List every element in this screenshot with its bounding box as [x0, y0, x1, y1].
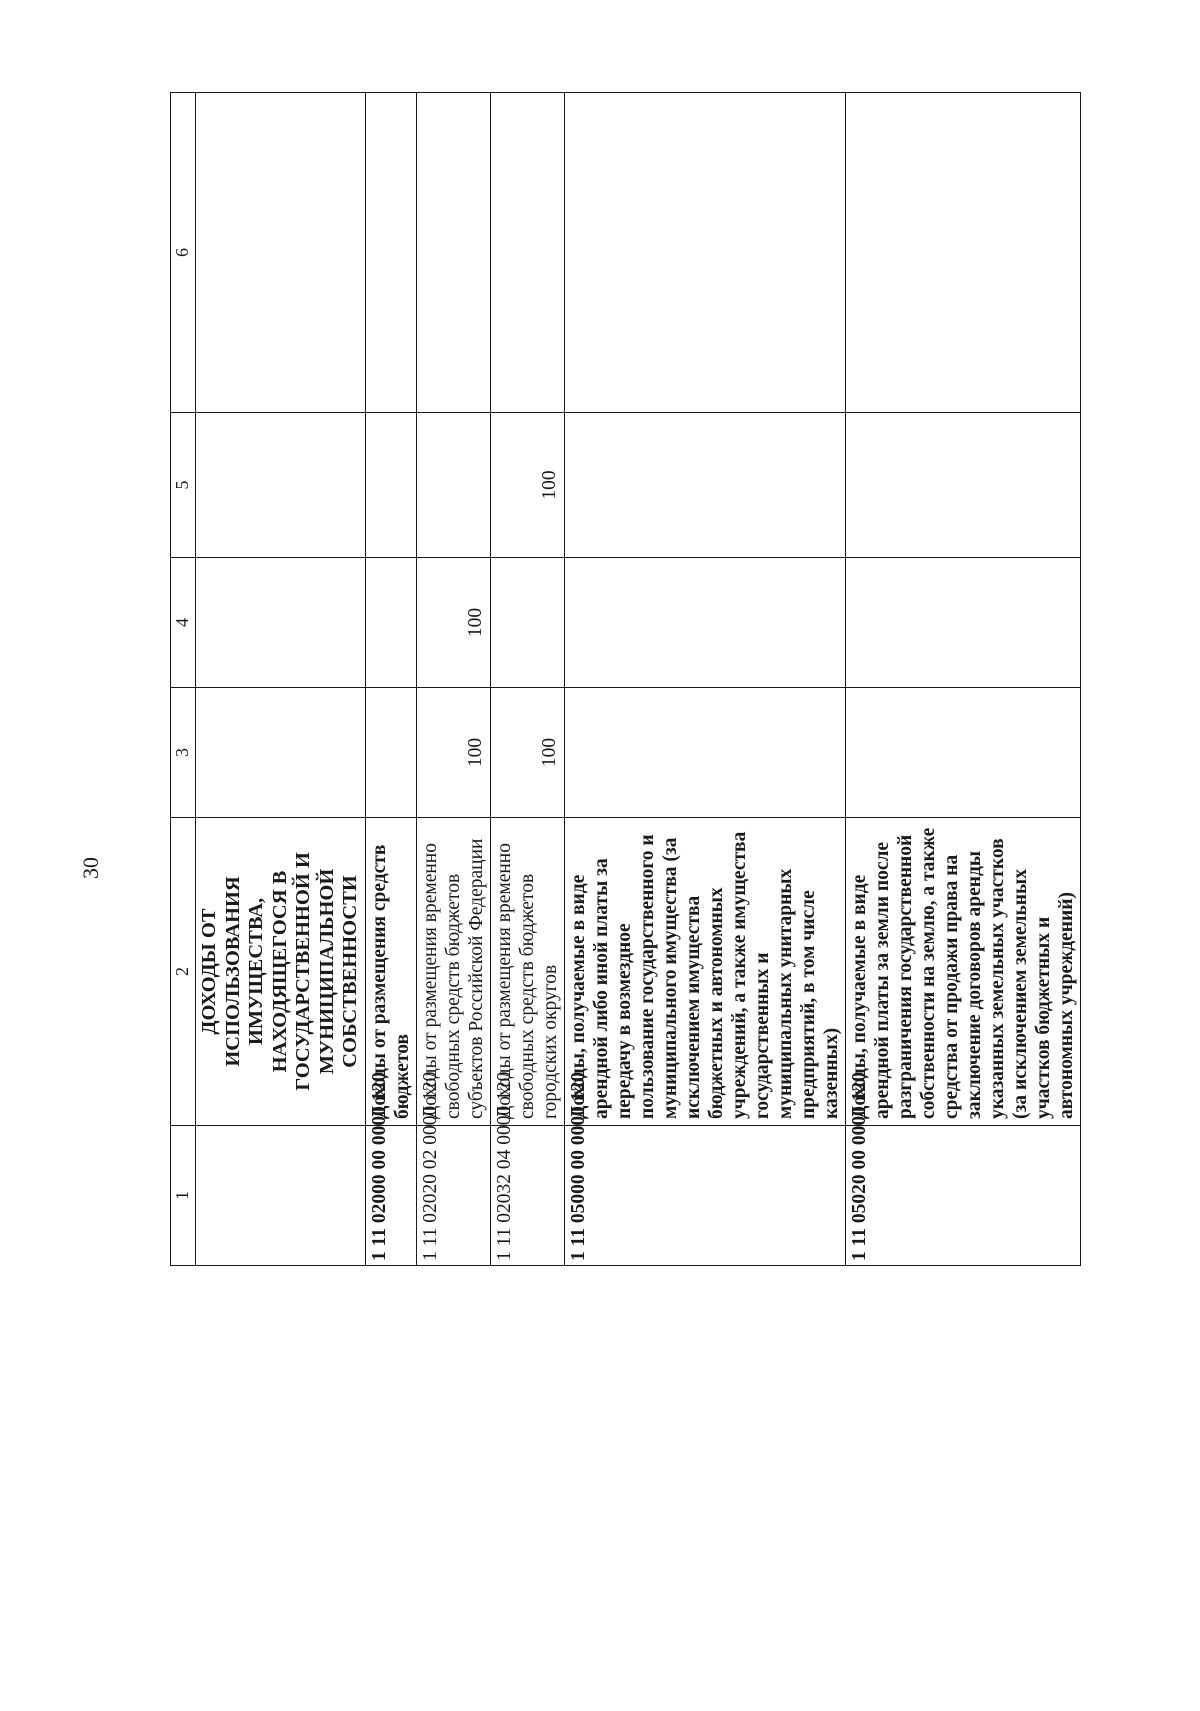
value-col-4	[196, 558, 366, 688]
header-col-6: 6	[171, 93, 196, 413]
value-col-3: 100	[416, 688, 490, 818]
value-col-6	[416, 93, 490, 413]
header-col-3: 3	[171, 688, 196, 818]
section-title: ДОХОДЫ ОТ ИСПОЛЬЗОВАНИЯ ИМУЩЕСТВА, НАХОДЯЩЕГОСЯ В ГОСУДАРСТВЕННОЙ И МУНИЦИПАЛЬНОЙ СОБСТВЕННОСТИ	[196, 818, 366, 1126]
row-code	[196, 1126, 366, 1266]
value-col-4: 100	[416, 558, 490, 688]
header-col-1: 1	[171, 1126, 196, 1266]
value-col-6	[490, 93, 564, 413]
value-col-3	[845, 688, 1080, 818]
value-col-4	[490, 558, 564, 688]
value-col-5	[416, 413, 490, 558]
value-col-5: 100	[490, 413, 564, 558]
value-col-4	[564, 558, 845, 688]
header-col-4: 4	[171, 558, 196, 688]
row-name: Доходы, получаемые в виде арендной платы за земли после разграничения государственной собственности на землю, а также средства от продажи права на заключение договоров аренды указанных земельных участков (за исключением земельных участков бюджетных и автономных учреждений)	[845, 818, 1080, 1126]
header-col-5: 5	[171, 413, 196, 558]
table-row	[365, 93, 416, 1266]
value-col-3	[196, 688, 366, 818]
value-col-5	[564, 413, 845, 558]
row-code: 1 11 02000 00 0000 120	[365, 1126, 416, 1266]
row-code: 1 11 05020 00 0000 120	[845, 1126, 1080, 1266]
value-col-5	[196, 413, 366, 558]
row-name: Доходы, получаемые в виде арендной либо иной платы за передачу в возмездное пользование государственного и муниципального имущества (за исключением имущества бюджетных и автономных учреждений, а также имущества государственных и муниципальных унитарных предприятий, в том числе казенных)	[564, 818, 845, 1126]
value-col-3	[564, 688, 845, 818]
row-name: Доходы от размещения средств бюджетов	[365, 818, 416, 1126]
row-code: 1 11 02020 02 0000 120	[416, 1126, 490, 1266]
page-number: 30	[78, 857, 103, 879]
value-col-5	[845, 413, 1080, 558]
table-row	[196, 93, 366, 1266]
table-row	[416, 93, 490, 1266]
row-code: 1 11 02032 04 0000 120	[490, 1126, 564, 1266]
value-col-3: 100	[490, 688, 564, 818]
revenue-table	[170, 92, 1081, 1266]
header-row	[171, 93, 196, 1266]
value-col-3	[365, 688, 416, 818]
row-name: Доходы от размещения временно свободных средств бюджетов субъектов Российской Федерации	[416, 818, 490, 1126]
table-row	[564, 93, 845, 1266]
row-code: 1 11 05000 00 0000 120	[564, 1126, 845, 1266]
value-col-4	[365, 558, 416, 688]
value-col-5	[365, 413, 416, 558]
value-col-4	[845, 558, 1080, 688]
value-col-6	[196, 93, 366, 413]
value-col-6	[845, 93, 1080, 413]
table-row	[845, 93, 1080, 1266]
table-row	[490, 93, 564, 1266]
header-col-2: 2	[171, 818, 196, 1126]
value-col-6	[365, 93, 416, 413]
value-col-6	[564, 93, 845, 413]
revenue-table-rotated	[170, 93, 1077, 1266]
row-name: Доходы от размещения временно свободных средств бюджетов городских округов	[490, 818, 564, 1126]
